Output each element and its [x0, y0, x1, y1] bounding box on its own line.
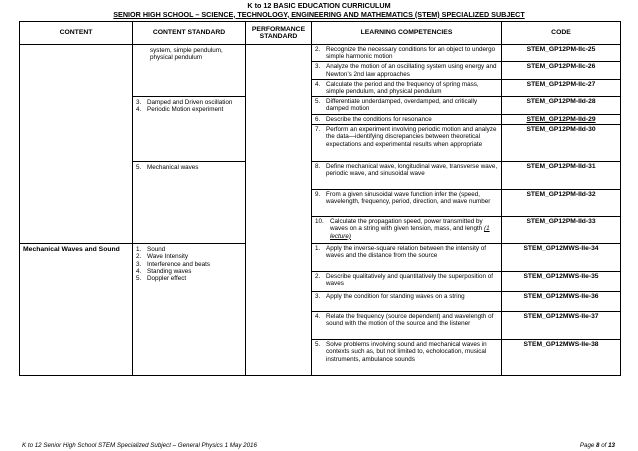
competency-cell — [312, 272, 502, 292]
competency-code: STEM_GP12PM-IIc-27 — [502, 79, 621, 96]
competency-code: STEM_GP12PM-IId-33 — [502, 217, 621, 244]
col-header-learning-competencies: LEARNING COMPETENCIES — [312, 22, 502, 45]
competency-code: STEM_GP12PM-IId-29 — [502, 114, 621, 125]
competency-text: Relate the frequency (source dependent) and wavelength of sound with the motion of the source and the listener — [326, 313, 494, 328]
competency-number: 5. — [315, 98, 321, 106]
table-header-row — [20, 22, 621, 45]
footer-document-title: K to 12 Senior High School STEM Specialized Subject – General Physics 1 May 2016 — [22, 442, 257, 449]
competency-code: STEM_GP12PM-IId-30 — [502, 125, 621, 162]
competency-cell — [312, 312, 502, 340]
competency-text: Apply the inverse-square relation between the intensity of waves and the distance from the source — [326, 245, 486, 260]
list-text: Wave Intensity — [147, 253, 189, 261]
curriculum-table — [19, 21, 621, 376]
competency-code: STEM_GP12MWS-IIe-35 — [502, 272, 621, 292]
content-standard-oscillation — [133, 97, 246, 162]
competency-cell — [312, 45, 502, 62]
list-text: Sound — [147, 246, 166, 254]
col-header-code: CODE — [502, 22, 621, 45]
competency-text: Analyze the motion of an oscillating system using energy and Newton’s 2nd law approaches — [326, 63, 497, 78]
competency-cell — [312, 340, 502, 376]
list-item — [136, 268, 242, 275]
competency-number: 6. — [315, 115, 321, 123]
list-number: 5. — [136, 164, 142, 172]
competency-cell — [312, 292, 502, 312]
competency-cell — [312, 190, 502, 217]
col-header-content-standard: CONTENT STANDARD — [133, 22, 246, 45]
competency-code: STEM_GP12MWS-IIe-34 — [502, 244, 621, 272]
competency-code: STEM_GP12MWS-IIe-38 — [502, 340, 621, 376]
competency-text-wrap — [330, 218, 498, 240]
competency-text: Calculate the propagation speed, power transmitted by waves on a string with given tension, mass, and length — [330, 218, 483, 233]
list-number: 4. — [136, 106, 142, 114]
competency-number: 1. — [315, 245, 321, 253]
competency-text: Solve problems involving sound and mechanical waves in contexts such as, but not limited to, echolocation, musical instruments, ambulance sounds — [326, 341, 487, 363]
competency-number: 10. — [315, 218, 324, 226]
list-item — [136, 253, 242, 260]
content-standard-cont-text: system, simple pendulum, physical pendulum — [150, 47, 223, 62]
list-item — [136, 164, 242, 171]
competency-number: 9. — [315, 191, 321, 199]
competency-cell — [312, 79, 502, 96]
table-row — [20, 45, 621, 62]
document-header — [0, 2, 638, 19]
footer-total-pages: 13 — [608, 442, 615, 449]
list-item — [136, 261, 242, 268]
competency-number: 4. — [315, 80, 321, 88]
competency-number: 2. — [315, 46, 321, 53]
competency-number: 3. — [315, 293, 321, 301]
list-number: 3. — [136, 260, 142, 268]
competency-code: STEM_GP12PM-IId-32 — [502, 190, 621, 217]
competency-cell — [312, 114, 502, 125]
list-number: 2. — [136, 253, 142, 261]
competency-number: 4. — [315, 313, 321, 321]
col-header-content: CONTENT — [20, 22, 133, 45]
competency-code: STEM_GP12PM-IIc-26 — [502, 62, 621, 79]
footer-page-label: Page — [579, 442, 597, 449]
competency-text: Calculate the period and the frequency of spring mass, simple pendulum, and physical pendulum — [326, 80, 479, 96]
list-text: Standing waves — [147, 267, 192, 275]
list-number: 4. — [136, 267, 142, 275]
competency-code: STEM_GP12PM-IIc-25 — [502, 45, 621, 62]
performance-standard-cell — [246, 244, 312, 376]
competency-cell — [312, 162, 502, 190]
list-item — [136, 246, 242, 253]
competency-number: 5. — [315, 341, 321, 349]
col-header-performance-standard: PERFORMANCE STANDARD — [246, 22, 312, 45]
competency-text: Apply the condition for standing waves on a string — [326, 293, 465, 301]
content-standard-sound — [133, 244, 246, 376]
competency-code: STEM_GP12PM-IId-31 — [502, 162, 621, 190]
competency-text: Describe qualitatively and quantitatively the superposition of waves — [326, 273, 493, 288]
list-text: Mechanical waves — [147, 164, 199, 172]
content-cell-empty — [20, 45, 133, 244]
competency-text: From a given sinusoidal wave function infer the (speed, wavelength, frequency, period, direction, and wave number — [326, 191, 491, 206]
competency-code: STEM_GP12MWS-IIe-36 — [502, 292, 621, 312]
competency-text: Recognize the necessary conditions for an object to undergo simple harmonic motion — [326, 46, 496, 61]
content-standard-mechanical-waves — [133, 162, 246, 244]
list-item — [136, 106, 242, 113]
document-footer — [22, 442, 615, 449]
content-standard-cont — [133, 45, 246, 97]
list-number: 3. — [136, 99, 142, 107]
performance-standard-cell — [246, 45, 312, 244]
competency-cell — [312, 244, 502, 272]
list-text: Periodic Motion experiment — [147, 106, 224, 114]
competency-number: 8. — [315, 163, 321, 171]
list-text: Damped and Driven oscillation — [147, 99, 233, 107]
competency-number: 2. — [315, 273, 321, 281]
competency-cell — [312, 97, 502, 114]
table-row — [20, 244, 621, 272]
competency-code: STEM_GP12MWS-IIe-37 — [502, 312, 621, 340]
competency-cell — [312, 217, 502, 244]
list-number: 1. — [136, 246, 142, 254]
competency-note: (1 lecture) — [330, 225, 490, 240]
list-number: 5. — [136, 274, 142, 282]
competency-text: Define mechanical wave, longitudinal wave, transverse wave, periodic wave, and sinusoidal wave — [326, 163, 498, 178]
curriculum-subtitle: SENIOR HIGH SCHOOL – SCIENCE, TECHNOLOGY, ENGINEERING AND MATHEMATICS (STEM) SPECIALIZED SUBJECT — [113, 9, 525, 19]
competency-number: 3. — [315, 63, 321, 71]
competency-code: STEM_GP12PM-IId-28 — [502, 97, 621, 114]
competency-cell — [312, 125, 502, 162]
competency-text: Perform an experiment involving periodic motion and analyze the data—identifying discrepancies between theoretical expectations and experimental results when appropriate — [326, 126, 497, 148]
content-mechanical-waves-sound: Mechanical Waves and Sound — [20, 244, 133, 376]
footer-current-page: 8 — [596, 442, 600, 449]
footer-of-label: of — [599, 442, 609, 449]
competency-number: 7. — [315, 126, 321, 134]
curriculum-title: K to 12 BASIC EDUCATION CURRICULUM — [247, 1, 391, 10]
footer-page-number — [580, 442, 615, 449]
list-text: Doppler effect — [147, 274, 187, 282]
competency-text: Describe the conditions for resonance — [326, 115, 432, 123]
competency-text: Differentiate underdamped, overdamped, and critically damped motion — [326, 98, 478, 113]
list-item — [136, 275, 242, 282]
list-item — [136, 99, 242, 106]
list-text: Interference and beats — [147, 260, 211, 268]
competency-cell — [312, 62, 502, 79]
